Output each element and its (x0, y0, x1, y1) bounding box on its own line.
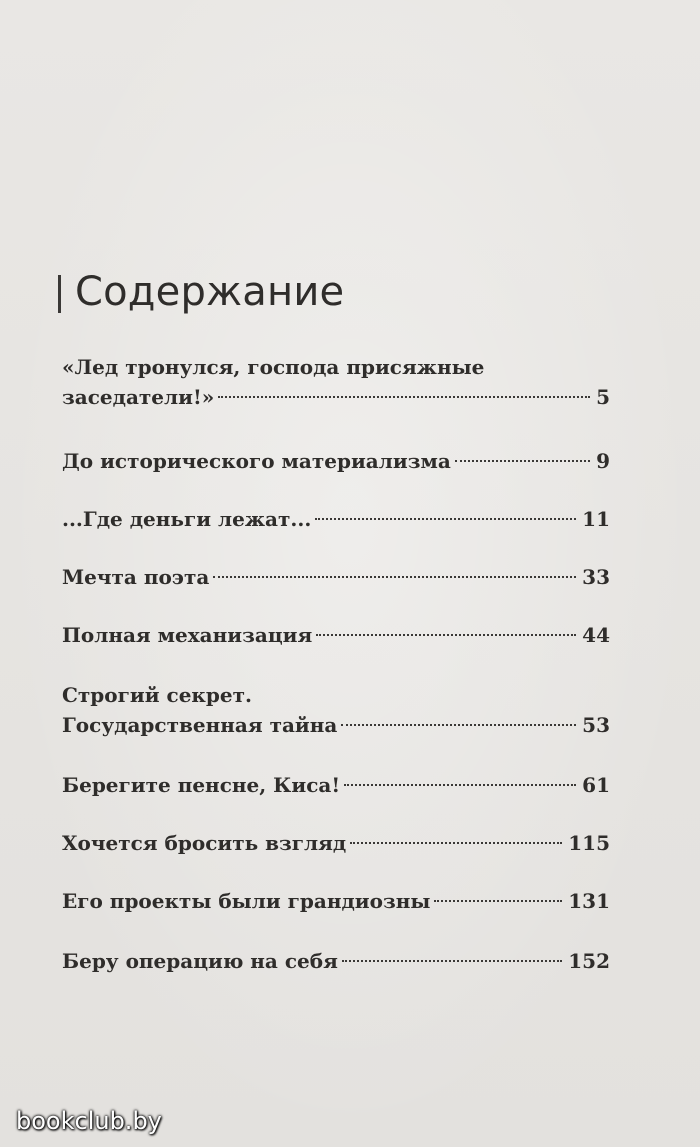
toc-entry (62, 828, 610, 858)
toc-leader-dots (316, 634, 576, 636)
toc-entry-title-line: Беру операцию на себя (62, 949, 338, 973)
toc-leader-dots (341, 724, 576, 726)
heading-accent-bar (58, 275, 61, 313)
toc-entry (62, 352, 610, 412)
toc-page-number: 5 (596, 385, 610, 409)
toc-leader-dots (315, 518, 576, 520)
contents-title: Содержание (75, 269, 345, 315)
toc-entry (62, 446, 610, 476)
toc-page-number: 61 (582, 773, 610, 797)
toc-entry (62, 620, 610, 650)
toc-entry-title-line: Хочется бросить взгляд (62, 831, 347, 855)
toc-entry (62, 504, 610, 534)
toc-entry (62, 562, 610, 592)
toc-page-number: 11 (582, 507, 610, 531)
toc-page-number: 33 (582, 565, 610, 589)
toc-page-number: 53 (582, 713, 610, 737)
toc-leader-dots (218, 396, 590, 398)
toc-entry (62, 886, 610, 916)
toc-entry-title-line: Его проекты были грандиозны (62, 889, 431, 913)
toc-entry-title-line: «Лед тронулся, господа присяжные (62, 355, 485, 379)
toc-entry-title-line: Берегите пенсне, Киса! (62, 773, 341, 797)
toc-leader-dots (344, 784, 576, 786)
toc-entry-title-line: Государственная тайна (62, 713, 338, 737)
toc-leader-dots (455, 460, 590, 462)
toc-entry (62, 770, 610, 800)
toc-leader-dots (342, 960, 562, 962)
toc-page-number: 115 (568, 831, 610, 855)
toc-page-number: 152 (568, 949, 610, 973)
site-watermark (0, 1103, 700, 1147)
toc-page-number: 9 (596, 449, 610, 473)
toc-entry-title-line: До исторического материализма (62, 449, 451, 473)
toc-leader-dots (350, 842, 562, 844)
toc-entry-title-line: заседатели!» (62, 385, 215, 409)
watermark-text: bookclub.by (16, 1107, 162, 1135)
toc-leader-dots (213, 576, 576, 578)
toc-leader-dots (434, 900, 562, 902)
toc-entry-title-line: ...Где деньги лежат... (62, 507, 312, 531)
toc-page-number: 131 (568, 889, 610, 913)
contents-heading (58, 262, 344, 322)
toc-entry-title-line: Полная механизация (62, 623, 313, 647)
toc-entry-title-line: Мечта поэта (62, 565, 210, 589)
toc-entry-title-line: Строгий секрет. (62, 683, 252, 707)
toc-page-number: 44 (582, 623, 610, 647)
toc-entry (62, 946, 610, 976)
toc-entry (62, 680, 610, 740)
